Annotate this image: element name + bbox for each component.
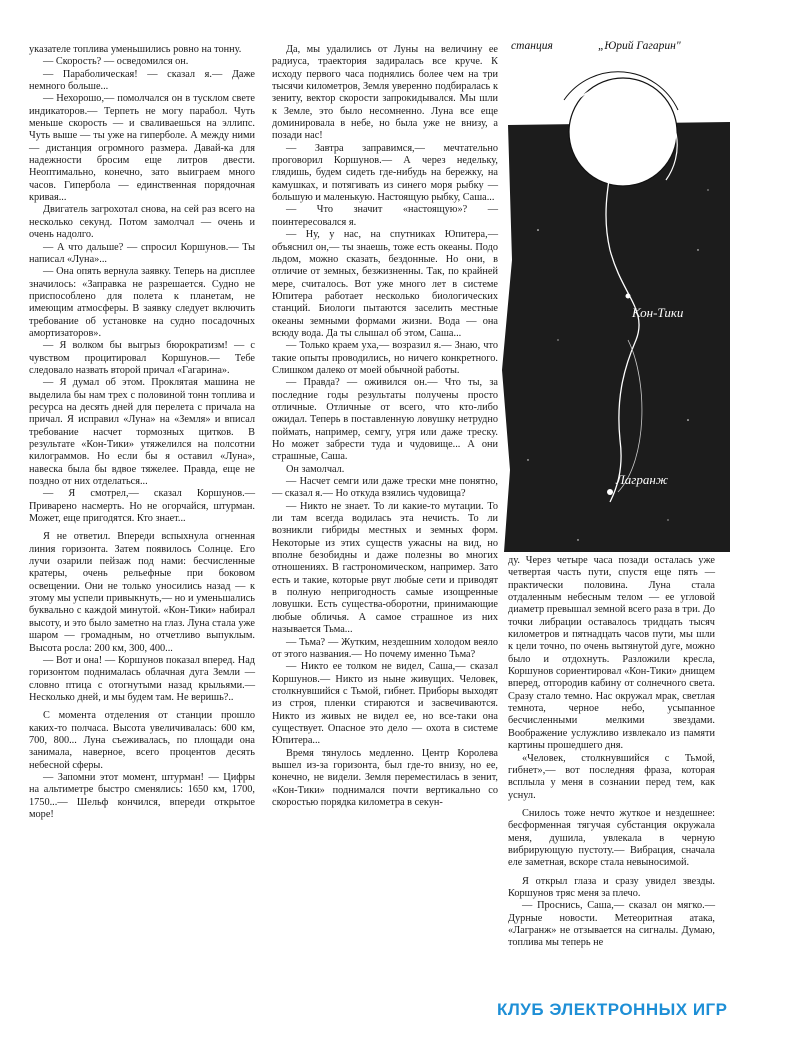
label-lagrange: Лагранж [616,472,668,487]
paragraph: — Вот и она! — Коршунов показал вперед. Над горизонтом поднималась облачная дуга Земли — словно птица с отогнутыми назад крыльями.— Несколько дней, и мы будем там. Не веришь?.. [29,654,255,703]
section-title: КЛУБ ЭЛЕКТРОННЫХ ИГР [497,1000,728,1019]
paragraph: — Тьма? — Жутким, нездешним холодом веяло от этого названия.— Но почему именно Тьма? [272,636,498,660]
paragraph: Я открыл глаза и сразу увидел звезды. Коршунов тряс меня за плечо. [508,875,715,899]
title-station: станция [511,40,553,52]
kontiki-point [626,294,631,299]
paragraph: — Только краем уха,— возразил я.— Знаю, что такие опыты проводились, но ничего конкретного. Слишком далеко от моей обычной работы. [272,340,498,376]
paragraph: — Скорость? — осведомился он. [43,56,189,68]
paragraph: — Ну, у нас, на спутниках Юпитера,— объяснил он,— ты знаешь, тоже есть океаны. Подо льдом, можно сказать, бездонные. Но они, в отличие от земных, безжизненны. Так, по крайней мере, считалось. Вот уже много лет в системе Юпитера работает несколько биологических станций. Биологи пытаются заселить местные океаны земными формами жизни. Вода — она всюду вода. Да ты слышал об этом, Саша... [272,229,498,339]
text-column-2 [272,44,498,809]
paragraph: — Проснись, Саша,— сказал он мягко.— Дурные новости. Метеоритная атака, «Лагранж» не отзывается на сигналы. Думаю, топлива мы теперь не [508,900,715,949]
text-column-1 [29,44,255,821]
paragraph: — Что значит «настоящую»? — поинтересовался я. [272,204,498,228]
paragraph: Снилось тоже нечто жуткое и нездешнее: бесформенная тягучая субстанция окружала меня, душила, увлекала в черную вибрирующую пустоту.— Вибрация, сначала еле заметная, вскоре стала невыносимой. [508,807,715,869]
paragraph: — Нехорошо,— помолчался он в тусклом свете индикаторов.— Терпеть не могу парабол. Чуть меньше скорость — и сваливаешься на эллипс. Чуть выше — ты уже на гиперболе. А между ними — дистанция огромного размера. Давай-ка для надежности бросим еще литров двести. Неоптимально, конечно, зато выиграем много часов. Гипербола — единственная порядочная кривая... [29,93,255,204]
paragraph: — Никто не знает. То ли какие-то мутации. То ли там всегда водилась эта нечисть. То ли возникли гибриды местных и земных форм. Некоторые из этих существ ужасны на вид, но вполне безобидны и даже полезны во многих отношениях. В гастрономическом, например. Зато есть и такие, которые рвут любые сети и приводят в полную непригодность самые изощренные ловушки. Есть существа-оборотни, принимающие любые обличья. А самое страшное из них называется Тьма... [272,500,498,636]
paragraph: — Я волком бы выгрыз бюрократизм! — с чувством процитировал Коршунов.— Тебе следовало назвать второй причал «Гагарина». [29,340,255,376]
paragraph: — Насчет семги или даже трески мне понятно,— сказал я.— Но откуда взялись чудовища? [272,476,498,500]
paragraph: ду. Через четыре часа позади осталась уже четвертая часть пути, спустя еще пять — практически половина. Луна стала отдаленным небесным телом — ее угловой диаметр превышал земной всего раза в три. До точки либрации оставалось тридцать тысяч километров и пятнадцать часов пути, мы шли к цели точно, по очень вытянутой дуге, можно было и отдохнуть. Разложили кресла, Коршунов сориентировал «Кон-Тики» днищем вперед, отгородив кабину от солнечного света. Сразу стало темно. Нас окружал мрак, светлая темнота, черное небо, усыпанное бесчисленными мелкими звездами. Воображение услужливо извлекало из памяти картины прошедшего дня. [508,555,715,752]
paragraph: — Параболическая! — сказал я.— Даже немного больше... [29,68,255,93]
paragraph: — Я смотрел,— сказал Коршунов.— Приварено насмерть. Но не огорчайся, штурман. Может, еще пригодятся. Кто знает... [29,488,255,525]
lagrange-point [607,489,613,495]
paragraph: — А что дальше? — спросил Коршунов.— Ты написал «Луна»... [29,241,255,265]
paragraph: Да, мы удалились от Луны на величину ее радиуса, траектория задиралась все круче. К исходу первого часа поднялись более чем на три тысячи километров, Земля уверенно подбиралась к зениту, вектор скорости запрокидывался. Мы шли к Земле, это было несомненно. Луна все еще доминировала в небе, но была уже не внизу, а позади нас! [272,44,498,142]
paragraph: Время тянулось медленно. Центр Королева вышел из-за горизонта, был где-то внизу, но ее, конечно, не видели. Земля переместилась в зенит, «Кон-Тики» поднимался почти вертикально со скоростью порядка километра в секун- [272,747,498,808]
paragraph: Двигатель загрохотал снова, на сей раз всего на несколько секунд. Потом замолчал — очень и очень надолго. [29,204,255,241]
paragraph: — Правда? — оживился он.— Что ты, за последние годы результаты получены просто отличные. Отличные от всего, что кто-либо ожидал. Теперь в поставленную ловушку нетрудно поймать, например, семгу, угря или даже треску. Но может забрести туда и чудовище... А они страшные, Саша. [272,377,498,463]
paragraph: — Я думал об этом. Проклятая машина не выделила бы нам трех с половиной тонн топлива и ресурса на десять дней для перелета с причала на причал. Я исправил «Луна» на «Земля» и вписал требование насчет тормозных щитков. В результате «Кон-Тики» утяжелился на полсотни килограммов. Но если бы я оставил «Луна», навеска была бы вдвое тяжелее. Правда, еще не поздно от них отделаться... [29,377,255,488]
trajectory-illustration [498,40,730,552]
paragraph: — Никто ее толком не видел, Саша,— сказал Коршунов.— Никто из ныне живущих. Человек, столкнувшийся с Тьмой, гибнет. Приборы выходят из строя, пленки стираются и засвечиваются. Никто из живых не видел ее, но все-таки она существует. Опасное это дело — охота в системе Юпитера... [272,661,498,747]
label-kontiki: Кон-Тики [632,305,684,320]
paragraph: — Она опять вернула заявку. Теперь на дисплее значилось: «Заправка не разрешается. Судно не приспособлено для полета к планетам, не имеющим атмосферы. В заявку следует включить требование об установке на судно посадочных амортизаторов». [29,266,255,339]
paragraph: указателе топлива уменьшились ровно на тонну. [29,44,242,55]
text-column-3 [508,555,715,950]
paragraph: — Завтра заправимся,— мечтательно проговорил Коршунов.— А через недельку, глядишь, будем сидеть где-нибудь на бережку, на камушках, и потягивать из синего моря рыбку — большую и маленькую. Настоящую рыбку, Саша... [272,142,498,204]
paragraph: «Человек, столкнувшийся с Тьмой, гибнет»,— вот последняя фраза, которая всплыла у меня в сознании перед тем, как уснул. [508,752,715,801]
paragraph: Я не ответил. Впереди вспыхнула огненная линия горизонта. Затем появилось Солнце. Его лучи озарили пейзаж под нами: бесчисленные кратеры, очень рельефные при боковом освещении. Они не только уносились назад — к этому мы успели привыкнуть,— но и уменьшались буквально с каждой минутой. «Кон-Тики» набирал высоту, и это было заметно на глаз. Луна стала уже шаром — громадным, но отчетливо выпуклым. Высота росла: 200 км, 300, 400... [29,531,255,654]
paragraph: С момента отделения от станции прошло каких-то полчаса. Высота увеличивалась: 600 км, 700, 800... Луна съеживалась, по площади она занимала, наверное, всего процентов десять небесной сферы. [29,710,255,771]
paragraph: — Запомни этот момент, штурман! — Цифры на альтиметре быстро сменялись: 1650 км, 1700, 1750...— Шельф кончился, впереди открытое море! [29,771,255,820]
title-gagarin: „Юрий Гагарин" [598,40,681,52]
paragraph: Он замолчал. [286,463,345,475]
